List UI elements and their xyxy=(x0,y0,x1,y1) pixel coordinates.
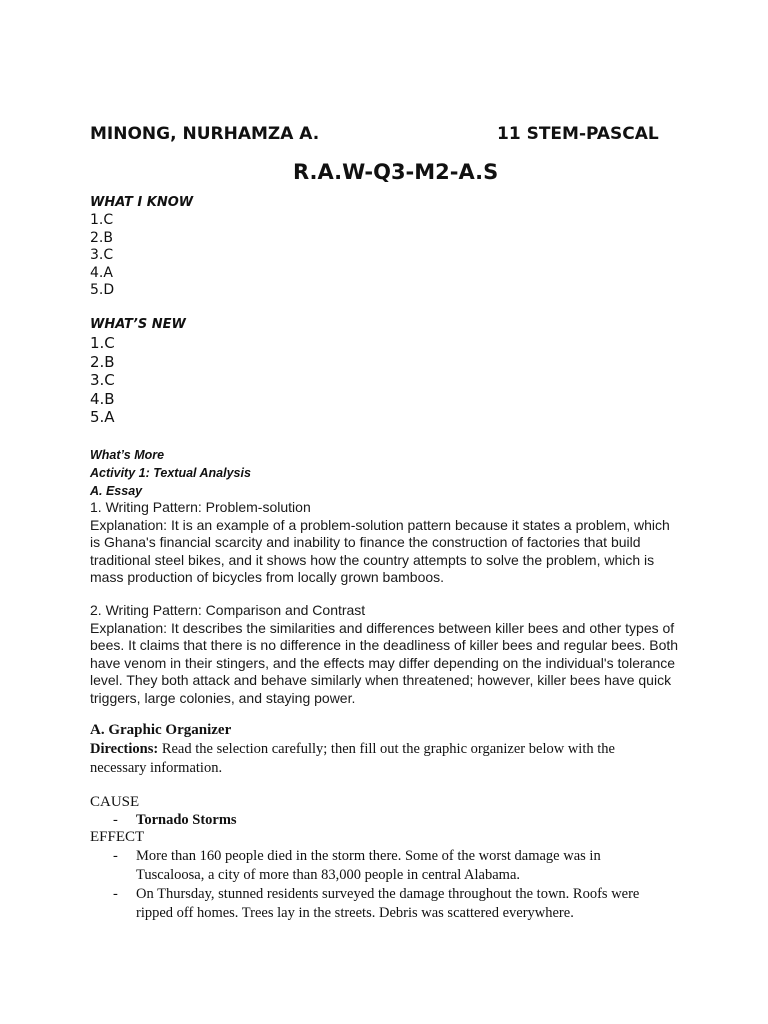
cause-list xyxy=(113,811,237,830)
answer-item: 2.B xyxy=(90,229,113,246)
whats-new-answers xyxy=(90,334,115,427)
effect-line: Tuscaloosa, a city of more than 83,000 people in central Alabama. xyxy=(136,867,521,883)
writing-pattern-label: 1. Writing Pattern: Problem-solution xyxy=(90,499,311,515)
effect-item xyxy=(113,885,639,923)
explanation-line: have venom in their stingers, and the effects may differ depending on the individual's tolerance xyxy=(90,654,676,671)
student-name: MINONG, NURHAMZA A. xyxy=(90,124,320,144)
explanation-line: mass production of bicycles from locally grown bamboos. xyxy=(90,569,445,586)
whats-more-heading: What’s More xyxy=(90,448,165,462)
answer-item: 3.C xyxy=(90,371,115,389)
directions-line-2: necessary information. xyxy=(90,760,223,776)
answer-item: 3.C xyxy=(90,247,114,263)
effect-line: - On Thursday, stunned residents surveyed the damage throughout the town. Roofs were xyxy=(136,886,640,902)
student-section: 11 STEM-PASCAL xyxy=(497,124,659,144)
answer-item: 1.C xyxy=(90,334,115,352)
explanation-line: Explanation: It is an example of a problem-solution pattern because it states a problem, which xyxy=(90,516,670,533)
cause-item-text: Tornado Storms xyxy=(136,812,237,828)
answer-item: 4.A xyxy=(90,264,113,281)
answer-item: 1.C xyxy=(90,212,114,228)
effect-item xyxy=(113,847,639,885)
what-i-know-answers xyxy=(90,212,114,300)
directions-label: Directions: xyxy=(90,741,159,757)
document-title: R.A.W-Q3-M2-A.S xyxy=(293,160,499,184)
effect-list xyxy=(113,847,639,923)
directions-line xyxy=(90,740,615,759)
explanation-line: Explanation: It describes the similarities and differences between killer bees and other types of xyxy=(90,619,675,636)
explanation-line: traditional steel bikes, and it shows how the country attempts to solve the problem, which is xyxy=(90,551,655,568)
graphic-organizer-heading: A. Graphic Organizer xyxy=(90,722,232,738)
essay-item-2 xyxy=(90,602,678,708)
whats-new-heading: WHAT’S NEW xyxy=(90,317,186,332)
cause-item xyxy=(113,811,237,830)
answer-item: 5.D xyxy=(90,282,115,298)
explanation-line: bees. It claims that there is no difference in the deadliness of killer bees and regular bees. Both xyxy=(90,637,679,654)
activity-title: Activity 1: Textual Analysis xyxy=(90,466,251,480)
directions-text xyxy=(90,740,615,778)
explanation-line: triggers, large colonies, and staying power. xyxy=(90,689,356,706)
answer-item: 5.A xyxy=(90,408,115,426)
what-i-know-heading: WHAT I KNOW xyxy=(90,195,194,210)
answer-item: 4.B xyxy=(90,389,115,408)
essay-item-1 xyxy=(90,499,670,587)
explanation-line: is Ghana's financial scarcity and inability to finance the construction of factories that build xyxy=(90,534,641,551)
explanation-line: level. They both attack and behave similarly when threatened; however, killer bees have quick xyxy=(90,672,672,689)
effect-label: EFFECT xyxy=(90,829,145,845)
writing-pattern-label: 2. Writing Pattern: Comparison and Contrast xyxy=(90,602,366,618)
cause-label: CAUSE xyxy=(90,794,140,810)
answer-item: 2.B xyxy=(90,352,115,371)
effect-line: - More than 160 people died in the storm there. Some of the worst damage was in xyxy=(136,848,601,864)
directions-line-1: Read the selection carefully; then fill out the graphic organizer below with the xyxy=(158,741,615,757)
essay-heading: A. Essay xyxy=(90,484,143,498)
effect-line: ripped off homes. Trees lay in the streets. Debris was scattered everywhere. xyxy=(136,905,574,921)
